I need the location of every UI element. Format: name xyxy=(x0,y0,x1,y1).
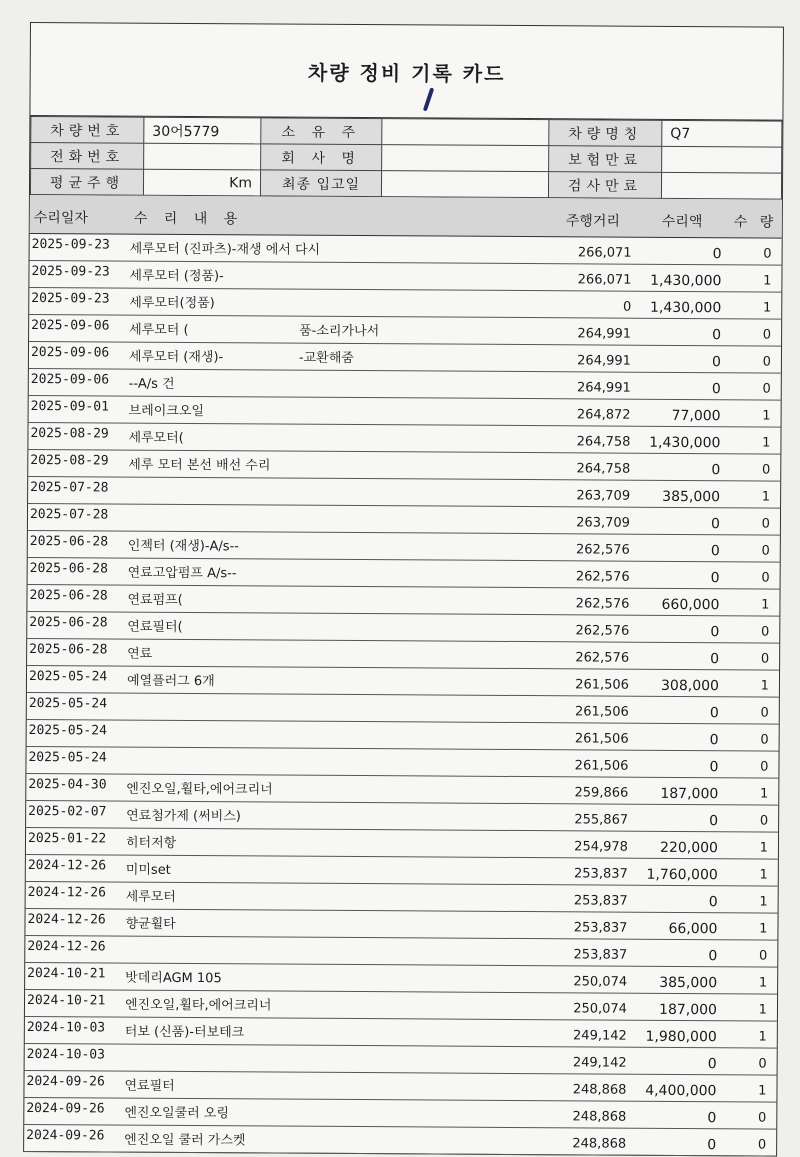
record-amount: 77,000 xyxy=(671,407,721,425)
record-quantity: 0 xyxy=(763,246,772,262)
record-description-continued: -교환해줌 xyxy=(298,350,354,366)
record-quantity: 0 xyxy=(757,1137,767,1153)
record-quantity: 1 xyxy=(758,1002,768,1018)
record-amount: 0 xyxy=(711,462,721,479)
record-date: 2025-06-28 xyxy=(29,534,109,550)
record-amount: 66,000 xyxy=(668,920,718,938)
record-date: 2025-09-06 xyxy=(31,318,110,334)
record-mileage: 250,074 xyxy=(573,974,628,990)
record-quantity: 1 xyxy=(761,489,771,505)
record-description: 세루모터 (정품)- xyxy=(129,268,224,285)
record-quantity: 0 xyxy=(757,1110,767,1126)
record-mileage: 248,868 xyxy=(572,1082,627,1098)
pen-mark xyxy=(423,87,434,111)
record-description: 히터저항 xyxy=(125,835,177,851)
record-quantity: 1 xyxy=(758,975,768,991)
header-description: 수 리 내 용 xyxy=(133,210,244,228)
record-description: 엔진오일,휠타,에어크리너 xyxy=(126,781,273,798)
record-description: 세루모터 (재생)- xyxy=(128,349,224,366)
record-date: 2025-05-24 xyxy=(28,696,108,712)
label-vehicle-number: 차량번호 xyxy=(31,117,144,144)
label-inspection-expiry: 검사만료 xyxy=(548,172,661,199)
record-date: 2024-09-26 xyxy=(26,1073,105,1090)
value-last-visit xyxy=(381,171,548,198)
record-mileage: 263,709 xyxy=(576,488,631,504)
record-mileage: 253,837 xyxy=(573,947,628,963)
record-amount: 187,000 xyxy=(660,785,719,803)
record-description: 미미set xyxy=(125,862,171,878)
record-amount: 0 xyxy=(707,1056,717,1073)
record-quantity: 0 xyxy=(760,732,769,748)
header-mileage: 주행거리 xyxy=(565,213,620,230)
label-vehicle-name: 차량명칭 xyxy=(549,120,662,147)
record-amount: 0 xyxy=(709,732,719,749)
record-mileage: 250,074 xyxy=(573,1001,628,1017)
record-description: 세루모터 ( xyxy=(129,322,189,338)
record-mileage: 261,506 xyxy=(574,731,629,747)
record-description: 연료 xyxy=(127,646,153,662)
record-mileage: 264,758 xyxy=(576,461,631,477)
value-phone xyxy=(144,143,261,170)
record-description: 터보 (신품)-터보테크 xyxy=(124,1024,245,1041)
record-quantity: 0 xyxy=(761,462,771,478)
record-description: 세루모터 xyxy=(125,889,176,905)
record-quantity: 0 xyxy=(761,570,770,586)
record-date: 2025-07-28 xyxy=(30,480,109,496)
record-date: 2025-08-29 xyxy=(30,426,109,442)
value-average-mileage-unit: Km xyxy=(143,169,260,196)
value-company xyxy=(382,145,549,172)
record-quantity: 0 xyxy=(760,651,770,667)
record-amount: 1,980,000 xyxy=(645,1028,717,1046)
record-date: 2025-08-29 xyxy=(30,453,109,469)
label-phone: 전화번호 xyxy=(31,143,144,170)
record-mileage: 263,709 xyxy=(576,515,630,531)
record-quantity: 1 xyxy=(758,1029,767,1045)
record-date: 2024-12-26 xyxy=(27,858,107,874)
record-quantity: 1 xyxy=(760,678,770,694)
record-quantity: 0 xyxy=(760,705,769,721)
record-mileage: 261,506 xyxy=(575,677,630,693)
label-insurance-expiry: 보험만료 xyxy=(549,146,662,173)
record-amount: 0 xyxy=(711,354,721,371)
record-amount: 0 xyxy=(710,543,720,560)
record-amount: 0 xyxy=(709,813,719,830)
record-quantity: 1 xyxy=(759,921,768,937)
record-date: 2025-05-24 xyxy=(28,669,108,685)
record-mileage: 264,872 xyxy=(576,407,631,423)
record-amount: 0 xyxy=(710,624,720,641)
record-date: 2025-07-28 xyxy=(29,507,109,523)
record-quantity: 0 xyxy=(761,516,770,532)
header-quantity: 수 량 xyxy=(733,214,778,231)
record-date: 2025-06-28 xyxy=(29,642,108,658)
records-header xyxy=(30,195,782,239)
value-owner xyxy=(382,119,549,146)
record-mileage: 266,071 xyxy=(577,245,632,261)
record-description-continued: 품-소리가나서 xyxy=(299,323,380,340)
record-description: 인젝터 (재생)-A/s-- xyxy=(127,538,240,555)
record-date: 2025-04-30 xyxy=(28,777,107,793)
record-quantity: 1 xyxy=(759,894,768,910)
record-quantity: 0 xyxy=(758,948,768,964)
record-mileage: 264,991 xyxy=(577,353,631,369)
record-quantity: 0 xyxy=(760,624,770,640)
record-date: 2024-12-26 xyxy=(27,885,107,901)
record-date: 2025-06-28 xyxy=(29,615,108,631)
record-description: 연료필터 xyxy=(124,1078,175,1094)
record-amount: 660,000 xyxy=(661,596,720,614)
record-mileage: 261,506 xyxy=(574,758,629,774)
record-date: 2024-10-03 xyxy=(26,1046,106,1063)
record-mileage: 262,576 xyxy=(575,569,630,585)
record-amount: 0 xyxy=(710,651,720,668)
record-amount: 0 xyxy=(712,327,722,344)
record-date: 2025-09-23 xyxy=(31,291,110,307)
record-quantity: 0 xyxy=(762,381,771,397)
record-date: 2025-02-07 xyxy=(28,804,107,820)
record-amount: 0 xyxy=(707,1110,717,1127)
record-amount: 1,430,000 xyxy=(650,272,722,290)
record-amount: 0 xyxy=(709,759,719,776)
record-amount: 1,430,000 xyxy=(649,299,722,317)
record-amount: 0 xyxy=(712,246,722,263)
record-date: 2025-01-22 xyxy=(27,831,107,847)
record-mileage: 259,866 xyxy=(574,785,629,801)
record-mileage: 264,991 xyxy=(577,326,632,342)
record-description: 밧데리AGM 105 xyxy=(125,970,222,987)
record-description: --A/s 건 xyxy=(128,376,175,392)
record-quantity: 0 xyxy=(762,327,772,343)
record-quantity: 1 xyxy=(762,408,771,424)
record-description: 브레이크오일 xyxy=(128,403,205,420)
header-amount: 수리액 xyxy=(661,213,703,231)
record-amount: 0 xyxy=(711,381,721,398)
record-amount: 187,000 xyxy=(659,1001,718,1019)
record-description: 연료첨가제 (써비스) xyxy=(126,808,241,825)
record-mileage: 253,837 xyxy=(573,893,628,909)
record-amount: 1,430,000 xyxy=(649,434,721,452)
record-amount: 308,000 xyxy=(661,677,720,695)
record-mileage: 248,868 xyxy=(572,1109,627,1125)
record-quantity: 0 xyxy=(762,354,771,370)
record-mileage: 0 xyxy=(622,299,632,315)
value-insurance-expiry xyxy=(662,146,782,173)
record-mileage: 248,868 xyxy=(572,1136,627,1152)
title-area xyxy=(30,23,783,121)
record-mileage: 262,576 xyxy=(575,650,630,666)
record-mileage: 266,071 xyxy=(577,272,632,288)
record-quantity: 0 xyxy=(761,543,770,559)
record-description: 향균휠타 xyxy=(125,916,176,932)
record-description: 연료고압펌프 A/s-- xyxy=(127,565,237,582)
header-date: 수리일자 xyxy=(33,210,88,227)
record-amount: 4,400,000 xyxy=(645,1082,717,1100)
record-date: 2025-06-28 xyxy=(29,561,108,577)
records-list xyxy=(24,234,782,1157)
value-vehicle-name: Q7 xyxy=(662,120,782,147)
value-inspection-expiry xyxy=(661,172,781,199)
record-mileage: 262,576 xyxy=(575,542,630,558)
record-date: 2025-09-06 xyxy=(30,345,110,361)
record-date: 2025-09-23 xyxy=(31,237,110,253)
label-average-mileage: 평균주행 xyxy=(30,169,143,196)
record-description: 세루모터 (진파츠)-재생 에서 다시 xyxy=(129,241,321,258)
record-description: 연료필터( xyxy=(127,619,183,635)
record-amount: 385,000 xyxy=(662,488,721,506)
record-date: 2024-09-26 xyxy=(26,1100,105,1117)
record-description: 예열플러그 6개 xyxy=(126,673,215,690)
record-amount: 0 xyxy=(708,948,718,965)
record-mileage: 249,142 xyxy=(572,1055,627,1071)
record-quantity: 1 xyxy=(762,435,771,451)
record-amount: 0 xyxy=(708,894,718,911)
record-mileage: 249,142 xyxy=(573,1028,627,1044)
record-amount: 0 xyxy=(709,705,719,722)
record-description: 엔진오일쿨러 오링 xyxy=(124,1105,229,1122)
page-title: 차량 정비 기록 카드 xyxy=(307,60,506,86)
record-quantity: 1 xyxy=(759,840,769,856)
record-amount: 0 xyxy=(710,516,720,533)
record-date: 2024-10-21 xyxy=(26,993,106,1009)
label-company: 회 사 명 xyxy=(261,144,382,171)
record-quantity: 0 xyxy=(759,813,769,829)
record-quantity: 1 xyxy=(763,273,772,289)
record-quantity: 1 xyxy=(759,867,768,883)
record-date: 2025-05-24 xyxy=(28,750,107,766)
label-owner: 소 유 주 xyxy=(261,118,382,145)
record-quantity: 1 xyxy=(758,1083,767,1099)
record-mileage: 262,576 xyxy=(575,623,630,639)
record-quantity: 1 xyxy=(761,597,770,613)
record-mileage: 262,576 xyxy=(575,596,630,612)
record-mileage: 255,867 xyxy=(574,812,629,828)
record-date: 2024-12-26 xyxy=(27,912,106,928)
record-date: 2025-09-01 xyxy=(30,399,109,415)
record-date: 2025-09-06 xyxy=(30,372,110,388)
record-date: 2024-10-21 xyxy=(27,966,106,982)
record-amount: 1,760,000 xyxy=(646,866,718,884)
record-amount: 0 xyxy=(707,1137,717,1154)
record-date: 2024-12-26 xyxy=(27,939,106,955)
record-mileage: 253,837 xyxy=(573,920,628,936)
record-quantity: 1 xyxy=(762,300,772,316)
record-mileage: 264,758 xyxy=(576,434,631,450)
record-date: 2024-10-03 xyxy=(26,1019,106,1036)
record-description: 세루모터( xyxy=(128,430,184,446)
value-vehicle-number: 30어5779 xyxy=(144,117,261,144)
record-description: 엔진오일 쿨러 가스켓 xyxy=(124,1132,246,1149)
vehicle-info-table xyxy=(30,116,782,200)
record-description: 엔진오일,휠타,에어크리너 xyxy=(124,997,272,1014)
record-amount: 385,000 xyxy=(659,974,718,992)
record-date: 2025-05-24 xyxy=(28,723,107,739)
record-amount: 220,000 xyxy=(660,839,719,857)
record-quantity: 0 xyxy=(758,1056,767,1072)
record-date: 2025-09-23 xyxy=(31,264,110,280)
label-last-visit: 최종 입고일 xyxy=(260,170,381,197)
record-date: 2025-06-28 xyxy=(29,588,108,604)
record-quantity: 0 xyxy=(760,759,769,775)
record-description: 세루 모터 본선 배선 수리 xyxy=(128,457,271,474)
record-mileage: 261,506 xyxy=(574,704,629,720)
record-mileage: 253,837 xyxy=(573,866,628,882)
record-description: 세루모터(정품) xyxy=(129,295,215,312)
record-description: 연료펌프( xyxy=(127,592,183,608)
record-date: 2024-09-26 xyxy=(26,1127,105,1144)
record-mileage: 264,991 xyxy=(576,380,631,396)
maintenance-record-card xyxy=(23,22,784,1157)
record-amount: 0 xyxy=(710,570,720,587)
record-mileage: 254,978 xyxy=(574,839,629,855)
record-quantity: 1 xyxy=(759,786,769,802)
